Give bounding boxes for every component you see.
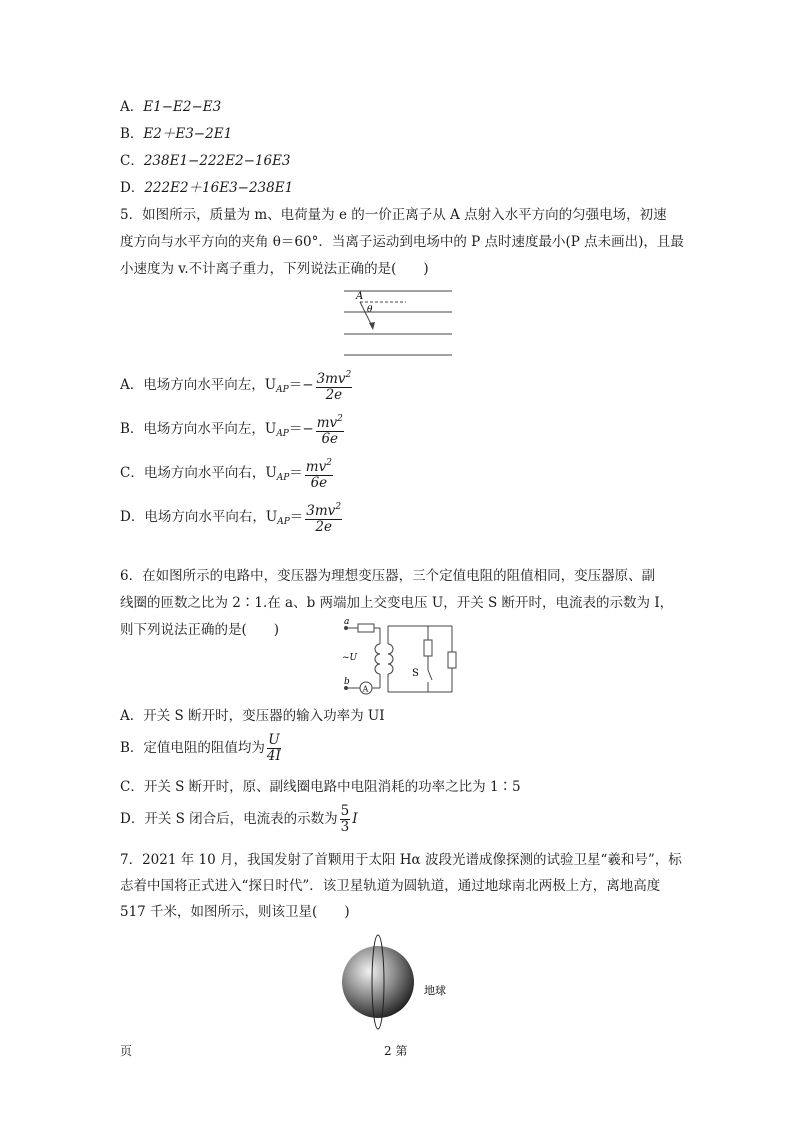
page-number: 2 第 — [384, 1044, 408, 1058]
q7-stem-line-2: 志着中国将正式进入“探日时代”．该卫星轨道为圆轨道，通过地球南北两极上方，离地高度 — [120, 878, 661, 894]
q6-circuit-diagram — [336, 618, 466, 700]
q5-field-diagram — [340, 286, 456, 360]
q4-option-d — [120, 179, 293, 197]
fraction — [305, 456, 333, 491]
q4-option-c — [120, 152, 291, 170]
point-a-label: A — [356, 291, 364, 302]
equals-sign: ＝− — [288, 421, 314, 437]
q6-stem-line-1: 6．在如图所示的电路中，变压器为理想变压器，三个定值电阻的阻值相同，变压器原、副 — [120, 568, 656, 584]
option-label: A． — [120, 377, 144, 393]
q5-stem-line-2: 度方向与水平方向的夹角 θ＝60°．当离子运动到电场中的 P 点时速度最小(P 点未画出)，且最 — [120, 234, 684, 250]
q5-option-a — [120, 368, 354, 403]
option-label: D． — [120, 180, 145, 196]
denominator: 3 — [340, 819, 350, 835]
subscript: AP — [276, 429, 289, 439]
terminal-b-label: b — [344, 677, 350, 687]
subscript: AP — [276, 385, 289, 395]
earth-sphere — [342, 946, 414, 1018]
superscript: 2 — [345, 370, 352, 380]
ammeter-label: A — [362, 684, 369, 694]
q6-option-c — [120, 778, 521, 796]
option-text: 开关 S 闭合后，电流表的示数为 — [144, 811, 338, 827]
option-text: 电场方向水平向左，U — [143, 421, 277, 437]
numerator: 3mv — [316, 371, 346, 387]
option-label: B． — [120, 740, 144, 756]
option-text: 222E2＋16E3−238E1 — [144, 180, 294, 196]
subscript: AP — [277, 517, 290, 527]
terminal-a-label: a — [344, 618, 350, 627]
option-label: B． — [120, 126, 144, 142]
option-tail: I — [352, 811, 358, 827]
q7-earth-diagram — [336, 930, 466, 1034]
q6-option-b — [120, 733, 283, 764]
option-text: E2＋E3−2E1 — [143, 126, 233, 142]
denominator: 2e — [325, 387, 343, 403]
q7-stem-line-1: 7．2021 年 10 月，我国发射了首颗用于太阳 Hα 波段光谱成像探测的试验卫星“羲和号”，标 — [120, 852, 682, 868]
equals-sign: ＝ — [289, 509, 304, 525]
option-text: 定值电阻的阻值均为 — [143, 740, 265, 756]
option-label: C． — [120, 465, 144, 481]
option-label: A． — [120, 99, 144, 115]
numerator: mv — [316, 415, 338, 431]
fraction — [305, 500, 342, 535]
option-label: D． — [120, 509, 145, 525]
denominator: 4I — [266, 748, 281, 764]
fraction — [340, 804, 351, 835]
fraction — [316, 412, 344, 447]
superscript: 2 — [337, 414, 343, 424]
q5-option-c — [120, 456, 335, 491]
q5-option-d — [120, 500, 344, 535]
q7-stem-line-3: 517 千米，如图所示，则该卫星( ) — [120, 904, 350, 920]
numerator: U — [268, 732, 280, 748]
option-text: 电场方向水平向右，U — [143, 465, 277, 481]
option-label: C． — [120, 779, 144, 795]
option-text: E1−E2−E3 — [143, 99, 222, 115]
q6-option-d — [120, 804, 358, 835]
option-text: 238E1−222E2−16E3 — [143, 153, 291, 169]
equals-sign: ＝ — [289, 465, 303, 481]
denominator: 6e — [310, 475, 328, 491]
q6-option-a — [120, 707, 385, 725]
option-label: C． — [120, 153, 144, 169]
angle-theta-label: θ — [367, 305, 373, 315]
option-label: D． — [120, 811, 145, 827]
option-text: 电场方向水平向左，U — [143, 377, 277, 393]
numerator: mv — [305, 459, 327, 475]
option-label: B． — [120, 421, 144, 437]
q5-option-b — [120, 412, 346, 447]
voltage-label: ~U — [342, 653, 358, 663]
option-text: 电场方向水平向右，U — [144, 509, 278, 525]
fraction — [316, 368, 353, 403]
q6-stem-line-2: 线圈的匝数之比为 2∶1.在 a、b 两端加上交变电压 U，开关 S 断开时，电流表的示数为 I， — [120, 595, 674, 611]
superscript: 2 — [326, 458, 332, 468]
numerator: 3mv — [306, 503, 336, 519]
footer-left: 页 — [120, 1044, 133, 1058]
fraction — [267, 733, 281, 764]
switch-label: S — [412, 668, 419, 679]
denominator: 6e — [321, 431, 339, 447]
option-label: A． — [120, 708, 144, 724]
q5-stem-line-3: 小速度为 v.不计离子重力，下列说法正确的是( ) — [120, 261, 429, 277]
q4-option-a — [120, 98, 221, 116]
q4-option-b — [120, 125, 232, 143]
superscript: 2 — [335, 502, 342, 512]
subscript: AP — [276, 473, 290, 483]
option-text: 开关 S 断开时，变压器的输入功率为 UI — [143, 708, 385, 724]
equals-sign: ＝− — [288, 377, 314, 393]
option-text: 开关 S 断开时，原、副线圈电路中电阻消耗的功率之比为 1∶5 — [143, 779, 521, 795]
numerator: 5 — [340, 803, 350, 819]
q6-stem-line-3: 则下列说法正确的是( ) — [120, 622, 280, 638]
earth-label: 地球 — [424, 984, 446, 997]
denominator: 2e — [315, 519, 332, 535]
q5-stem-line-1: 5．如图所示，质量为 m、电荷量为 e 的一价正离子从 A 点射入水平方向的匀强电场，初速 — [120, 207, 667, 223]
